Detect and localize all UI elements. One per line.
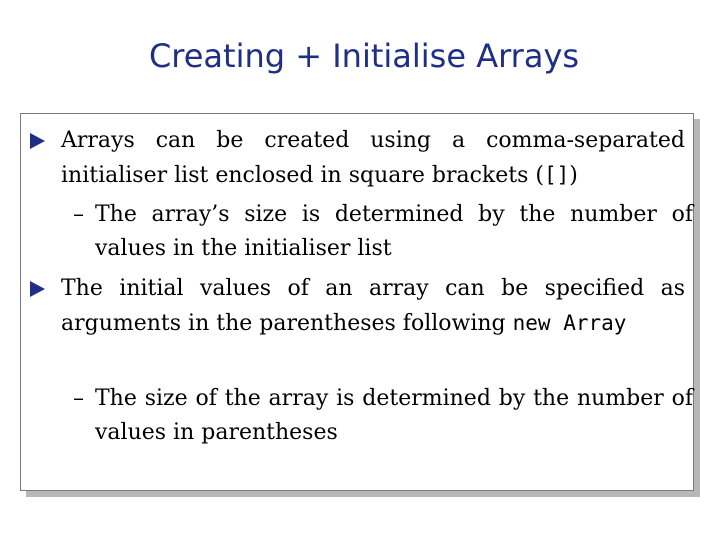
content-box: [20, 113, 694, 491]
bullet-arrow-icon: [30, 133, 45, 149]
sub-bullet-text-1: The array’s size is determined by the number of values in the initialiser list: [95, 202, 693, 261]
bullet-arrow-icon: [30, 281, 45, 297]
sub-bullet-dash-1: –: [73, 202, 84, 227]
bullet-text-1: [61, 124, 685, 193]
sub-bullet-text-2: The size of the array is determined by the number of values in parentheses: [95, 386, 693, 445]
bullet-code-1: []: [543, 163, 570, 187]
bullet-text-1-before: Arrays can be created using a comma-separated initialiser list enclosed in square brackets (: [61, 128, 685, 188]
bullet-code-2: new Array: [512, 311, 627, 335]
bullet-text-1-after: ): [569, 163, 578, 188]
bullet-text-2: [61, 272, 685, 341]
slide-title: Creating + Initialise Arrays: [148, 37, 580, 75]
bullet-text-2-before: The initial values of an array can be specified as arguments in the parentheses following: [61, 276, 685, 336]
sub-bullet-dash-2: –: [73, 386, 84, 411]
